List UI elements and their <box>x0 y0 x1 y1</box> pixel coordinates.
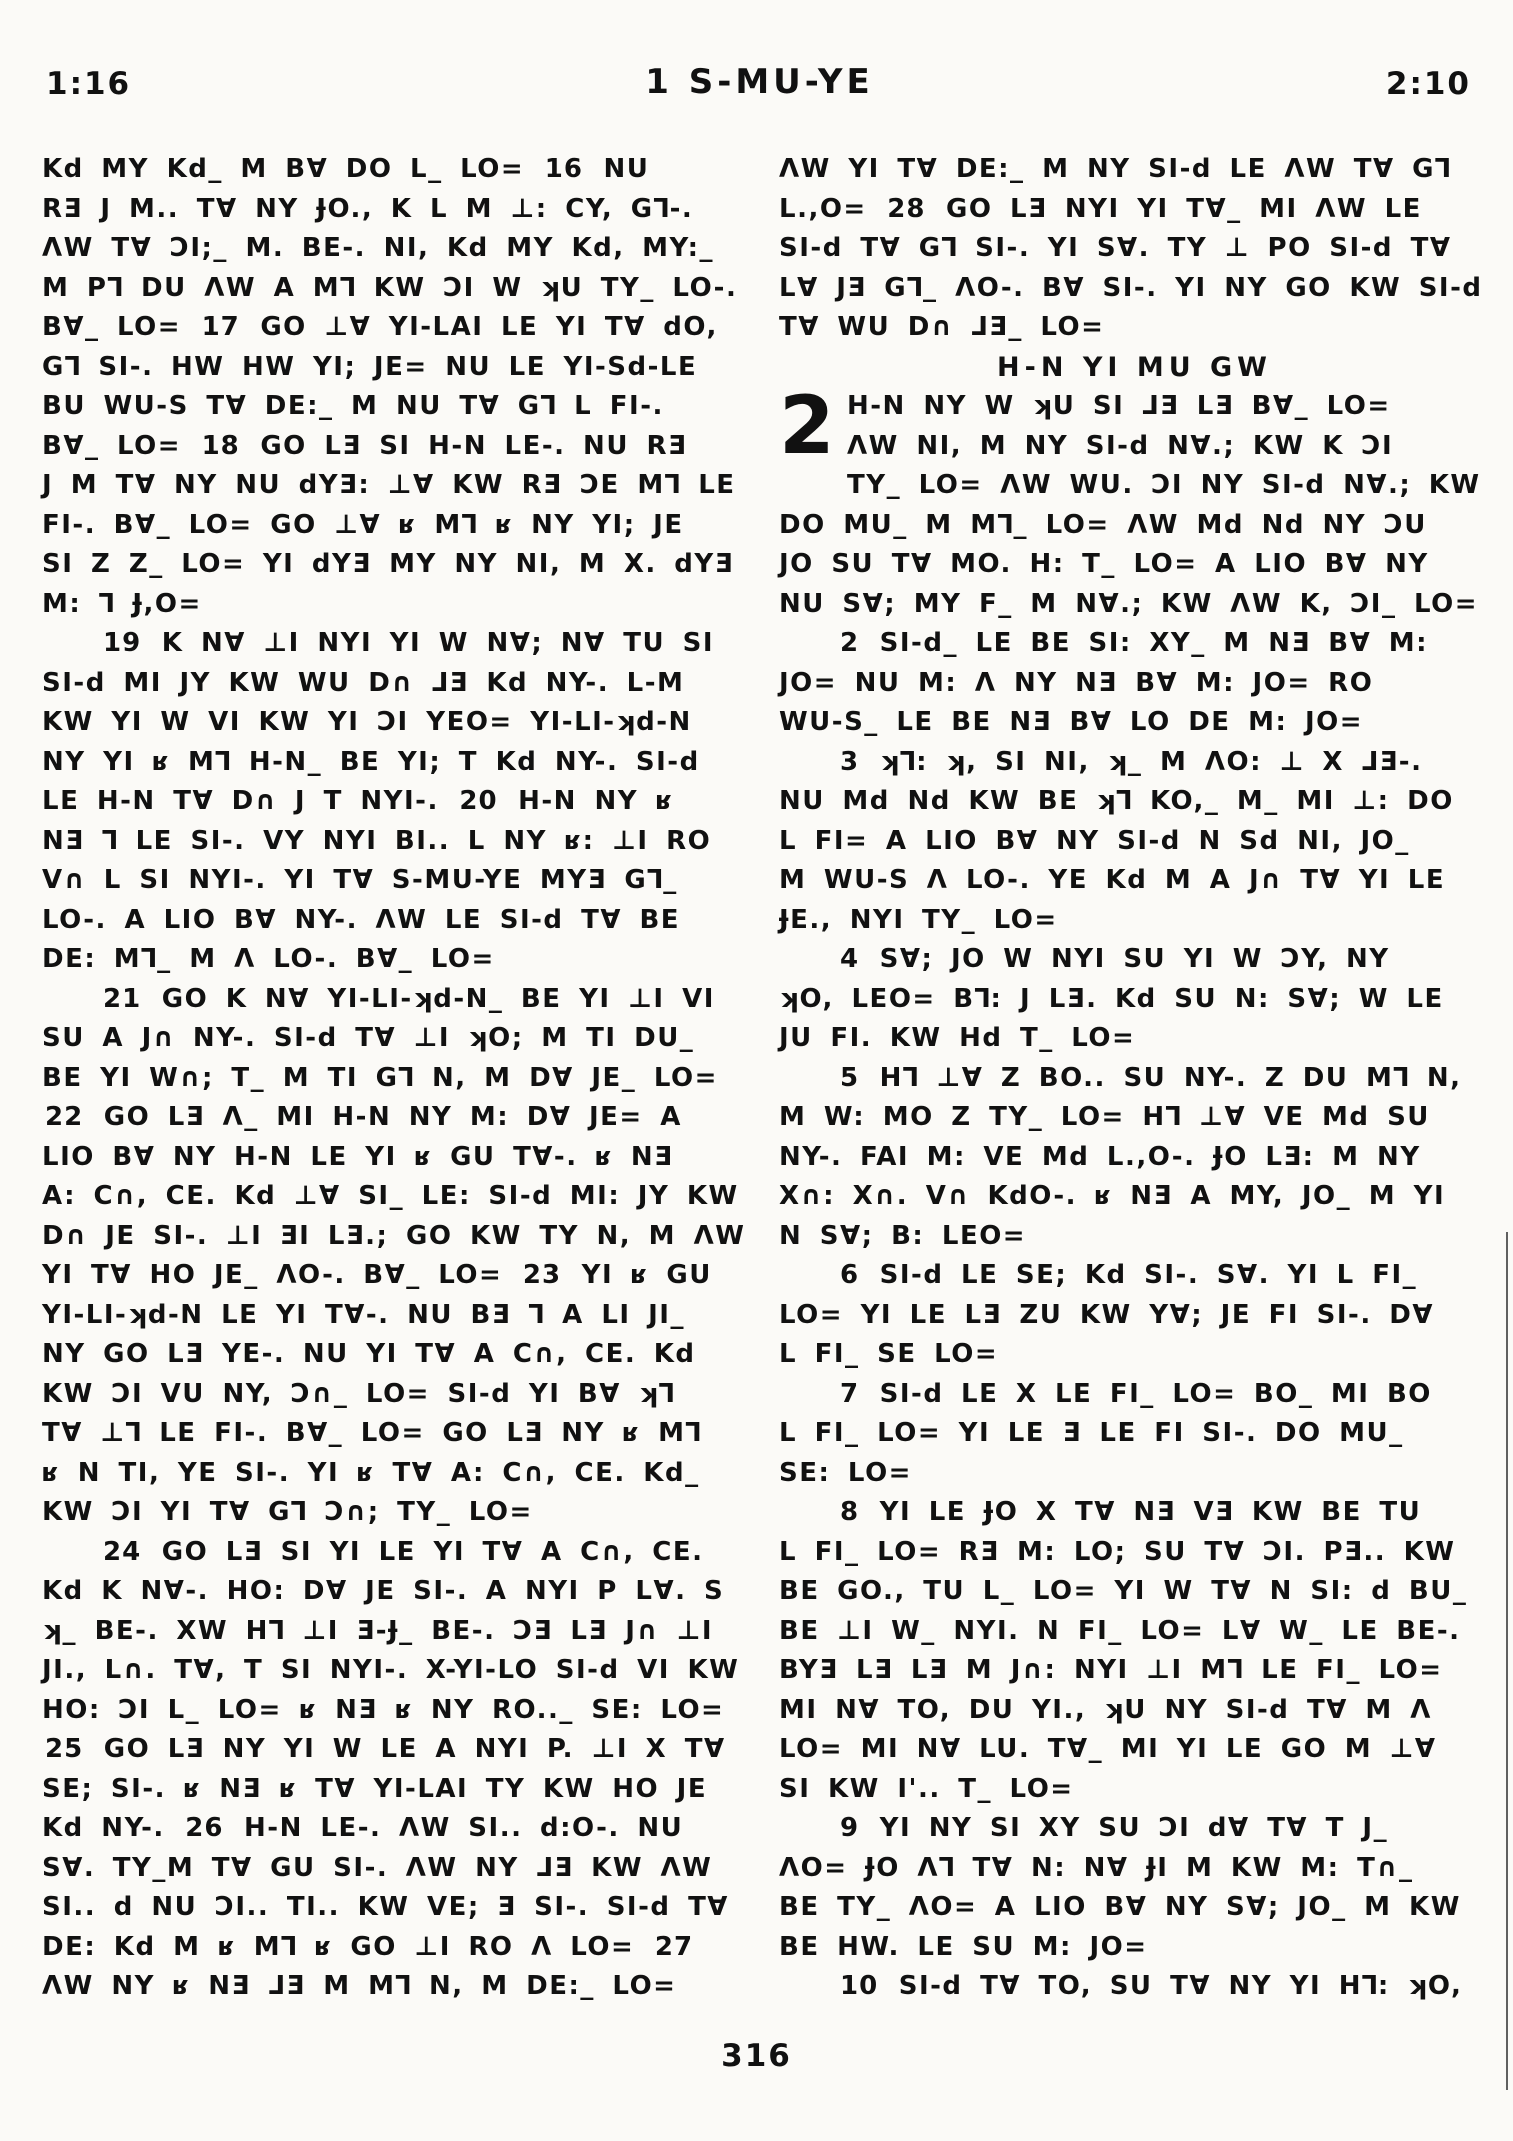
text-line: BYƎ LƎ LƎ M J∩: NYI ⊥I M⅂ LE FI_ LO= <box>779 1655 1443 1685</box>
text-line: M P⅂ DU ΛW A M⅂ KW ƆI W ʞU TY_ LO-. <box>42 272 738 303</box>
verse-number: 16 <box>544 154 583 184</box>
text-line: BE ⊥I W_ NYI. N FI_ LO= L∀ W_ LE BE-. <box>779 1615 1461 1646</box>
text-line: NU Md Nd KW BE ʞ⅂ KO,_ M_ MI ⊥: DO <box>779 786 1454 816</box>
text-line: L FI_ LO= YI LE Ǝ LE FI SI-. DO MU_ <box>779 1418 1404 1448</box>
text-line: JU FI. KW Hd T_ LO= <box>779 1023 1136 1053</box>
text-line: G⅂ SI-. HW HW YI; JE= NU LE YI-Sd-LE <box>42 351 698 382</box>
text-line: ΛW YI T∀ DE:_ M NY SI-d LE ΛW T∀ G⅂ <box>779 154 1451 184</box>
text-line: M WU-S Λ LO-. YE Kd M A J∩ T∀ YI LE <box>779 865 1446 895</box>
section-heading: H-N YI MU GW <box>997 351 1272 383</box>
verse-number: 23 <box>522 1260 562 1290</box>
chapter-drop-cap: 2 <box>779 379 835 472</box>
text-line: NY GO LƎ YE-. NU YI T∀ A C∩, CE. Kd <box>42 1339 696 1369</box>
text-line: B∀_ LO= 17 GO ⊥∀ YI-LAI LE YI T∀ dO, <box>42 312 718 342</box>
text-line: NU S∀; MY F_ M N∀.; KW ΛW K, ƆI_ LO= <box>779 588 1479 619</box>
text-line: ʞO, LEO= B⅂: J LƎ. Kd SU N: S∀; W LE <box>779 983 1444 1014</box>
verse-number: 3 <box>840 746 860 777</box>
text-line: BE GO., TU L_ LO= YI W T∀ N SI: d BU_ <box>779 1576 1468 1606</box>
text-line: NƎ ⅂ LE SI-. VY NYI BI.. L NY ʁ: ⊥I RO <box>42 825 712 856</box>
running-header <box>46 62 1473 108</box>
text-line: DO MU_ M M⅂_ LO= ΛW Md Nd NY ƆU <box>779 509 1427 540</box>
text-line: ΛO= ɈO Λ⅂ T∀ N: N∀ ɈI M KW M: T∩_ <box>779 1852 1414 1883</box>
text-line: LIO B∀ NY H-N LE YI ʁ GU T∀-. ʁ NƎ <box>42 1141 674 1172</box>
text-line: B∀_ LO= 18 GO LƎ SI H-N LE-. NU RƎ <box>42 430 688 461</box>
text-line: Kd MY Kd_ M B∀ DO L_ LO= 16 NU <box>42 154 650 184</box>
text-line: 2 SI-d_ LE BE SI: XY_ M NƎ B∀ M: <box>779 624 1490 664</box>
text-line: H-N NY W ʞU SI ⅃Ǝ LƎ B∀_ LO= <box>847 391 1391 421</box>
text-line: TY_ LO= ΛW WU. ƆI NY SI-d N∀.; KW <box>847 470 1481 500</box>
text-line: ΛW NY ʁ NƎ ⅃Ǝ M M⅂ N, M DE:_ LO= <box>42 1971 677 2001</box>
text-line: M W: MO Z TY_ LO= H⅂ ⊥∀ VE Md SU <box>779 1102 1430 1132</box>
left-column <box>42 150 753 2007</box>
page-number: 316 <box>721 2038 792 2074</box>
text-line: 6 SI-d LE SE; Kd SI-. S∀. YI L FI_ <box>779 1256 1490 1296</box>
text-line: SI-d T∀ G⅂ SI-. YI S∀. TY ⊥ PO SI-d T∀ <box>779 233 1452 263</box>
text-line: S∀. TY_M T∀ GU SI-. ΛW NY ⅃Ǝ KW ΛW <box>42 1852 713 1883</box>
verse-number: 20 <box>459 786 498 816</box>
text-line: JI., L∩. T∀, T SI NYI-. X-YI-LO SI-d VI KW <box>42 1655 740 1685</box>
text-line: X∩: X∩. V∩ KdO-. ʁ NƎ A MY, JO_ M YI <box>779 1181 1446 1211</box>
text-line: KW ƆI YI T∀ G⅂ Ɔ∩; TY_ LO= <box>42 1497 533 1527</box>
text-line: ΛW NI, M NY SI-d N∀.; KW K ƆI <box>847 430 1394 461</box>
text-line: 24 GO LƎ SI YI LE YI T∀ A C∩, CE. <box>42 1533 753 1573</box>
verse-number: 21 <box>103 983 142 1014</box>
text-line: T∀ WU D∩ ⅃Ǝ_ LO= <box>779 312 1105 342</box>
text-line: 4 S∀; JO W NYI SU YI W ƆY, NY <box>779 940 1490 980</box>
verse-number: 27 <box>654 1931 694 1962</box>
text-line: V∩ L SI NYI-. YI T∀ S-MU-YE MYƎ G⅂_ <box>42 865 678 895</box>
text-line: SE: LO= <box>779 1457 912 1488</box>
verse-number: 9 <box>840 1813 860 1843</box>
text-line: SI.. d NU ƆI.. TI.. KW VE; Ǝ SI-. SI-d T∀ <box>42 1892 729 1922</box>
verse-number: 4 <box>840 944 860 974</box>
verse-number: 10 <box>840 1971 879 2001</box>
text-line: LO= YI LE LƎ ZU KW Y∀; JE FI SI-. D∀ <box>779 1299 1434 1330</box>
verse-number: 24 <box>103 1536 142 1567</box>
text-line: FI-. B∀_ LO= GO ⊥∀ ʁ M⅂ ʁ NY YI; JE <box>42 509 684 540</box>
text-columns <box>42 150 1491 2007</box>
text-line: YI-LI-ʞd-N LE YI T∀-. NU BƎ ⅂ A LI JI_ <box>42 1299 685 1330</box>
text-line: 22 GO LƎ Λ_ MI H-N NY M: D∀ JE= A <box>42 1098 753 1138</box>
page-title: 1 S-MU-YE <box>645 62 874 102</box>
text-line: Kd NY-. 26 H-N LE-. ΛW SI.. d:O-. NU <box>42 1813 684 1843</box>
verse-number: 22 <box>45 1102 84 1132</box>
scan-edge-artifact <box>1506 1232 1508 2090</box>
text-line: L FI_ LO= RƎ M: LO; SU T∀ ƆI. PƎ.. KW <box>779 1536 1456 1567</box>
text-line: DE: M⅂_ M Λ LO-. B∀_ LO= <box>42 944 495 974</box>
text-line: J M T∀ NY NU dYƎ: ⊥∀ KW RƎ ƆE M⅂ LE <box>42 470 736 500</box>
text-line: M: ⅂ Ɉ,O= <box>42 588 202 619</box>
text-line: HO: ƆI L_ LO= ʁ NƎ ʁ NY RO.._ SE: LO= <box>42 1694 725 1725</box>
text-line: Kd K N∀-. HO: D∀ JE SI-. A NYI P L∀. S <box>42 1576 725 1606</box>
text-line: ɈE., NYI TY_ LO= <box>779 904 1058 935</box>
header-verse-ref-left: 1:16 <box>46 66 132 102</box>
verse-number: 25 <box>45 1734 84 1764</box>
text-line: 3 ʞ⅂: ʞ, SI NI, ʞ_ M ΛO: ⊥ X ⅃Ǝ-. <box>779 743 1490 783</box>
text-line: LO-. A LIO B∀ NY-. ΛW LE SI-d T∀ BE <box>42 904 681 935</box>
verse-number: 18 <box>201 430 240 461</box>
text-line: L FI= A LIO B∀ NY SI-d N Sd NI, JO_ <box>779 825 1410 856</box>
text-line: L∀ JƎ G⅂_ ΛO-. B∀ SI-. YI NY GO KW SI-d <box>779 272 1483 303</box>
text-line: BE TY_ ΛO= A LIO B∀ NY S∀; JO_ M KW <box>779 1892 1461 1922</box>
text-line: SE; SI-. ʁ NƎ ʁ T∀ YI-LAI TY KW HO JE <box>42 1773 708 1804</box>
text-line: D∩ JE SI-. ⊥I ƎI LƎ.; GO KW TY N, M ΛW <box>42 1220 746 1251</box>
text-line: L FI_ SE LO= <box>779 1339 999 1369</box>
text-line: BU WU-S T∀ DE:_ M NU T∀ G⅂ L FI-. <box>42 391 664 421</box>
text-line: 25 GO LƎ NY YI W LE A NYI P. ⊥I X T∀ <box>42 1730 753 1770</box>
text-line: SI-d MI JY KW WU D∩ ⅃Ǝ Kd NY-. L-M <box>42 667 685 698</box>
text-line: SI Z Z_ LO= YI dYƎ MY NY NI, M X. dYƎ <box>42 549 734 579</box>
text-line: NY YI ʁ M⅂ H-N_ BE YI; T Kd NY-. SI-d <box>42 746 700 777</box>
text-line: MI N∀ TO, DU YI., ʞU NY SI-d T∀ M Λ <box>779 1694 1432 1725</box>
text-line: ΛW T∀ ƆI;_ M. BE-. NI, Kd MY Kd, MY:_ <box>42 233 715 263</box>
verse-number: 2 <box>840 628 860 658</box>
text-line: LE H-N T∀ D∩ J T NYI-. 20 H-N NY ʁ <box>42 786 674 816</box>
text-line: ʞ_ BE-. XW H⅂ ⊥I Ǝ-Ɉ_ BE-. ƆƎ LƎ J∩ ⊥I <box>42 1615 714 1646</box>
text-line: L.,O= 28 GO LƎ NYI YI T∀_ MI ΛW LE <box>779 193 1422 224</box>
right-column-top-block <box>779 150 1490 348</box>
right-column <box>779 150 1490 2007</box>
text-line: BE YI W∩; T_ M TI G⅂ N, M D∀ JE_ LO= <box>42 1062 718 1093</box>
text-line: A: C∩, CE. Kd ⊥∀ SI_ LE: SI-d MI: JY KW <box>42 1181 739 1211</box>
text-line: 10 SI-d T∀ TO, SU T∀ NY YI H⅂: ʞO, <box>779 1967 1490 2007</box>
text-line: JO SU T∀ MO. H: T_ LO= A LIO B∀ NY <box>779 549 1429 579</box>
text-line: T∀ ⊥⅂ LE FI-. B∀_ LO= GO LƎ NY ʁ M⅂ <box>42 1418 702 1448</box>
text-line: 9 YI NY SI XY SU ƆI d∀ T∀ T J_ <box>779 1809 1490 1849</box>
text-line: RƎ J M.. T∀ NY ɈO., K L M ⊥: CY, G⅂-. <box>42 193 694 224</box>
text-line: KW YI W VI KW YI ƆI YEO= YI-LI-ʞd-N <box>42 707 692 737</box>
verse-number: 28 <box>887 193 926 224</box>
text-line: 8 YI LE ɈO X T∀ NƎ VƎ KW BE TU <box>779 1493 1490 1533</box>
verse-number: 26 <box>185 1813 224 1843</box>
text-line: SI KW I'.. T_ LO= <box>779 1773 1074 1804</box>
text-line: BE HW. LE SU M: JO= <box>779 1931 1148 1962</box>
verse-number: 7 <box>840 1378 860 1409</box>
text-line: 5 H⅂ ⊥∀ Z BO.. SU NY-. Z DU M⅂ N, <box>779 1059 1490 1099</box>
chapter-2-block <box>779 379 1490 2007</box>
text-line: WU-S_ LE BE NƎ B∀ LO DE M: JO= <box>779 707 1364 737</box>
verse-number: 6 <box>840 1260 860 1290</box>
text-line: LO= MI N∀ LU. T∀_ MI YI LE GO M ⊥∀ <box>779 1734 1437 1764</box>
verse-number: 8 <box>840 1497 860 1527</box>
text-line: 19 K N∀ ⊥I NYI YI W N∀; N∀ TU SI <box>42 624 753 664</box>
text-line: YI T∀ HO JE_ ΛO-. B∀_ LO= 23 YI ʁ GU <box>42 1260 712 1290</box>
text-line: N S∀; B: LEO= <box>779 1220 1027 1251</box>
text-line: ʁ N TI, YE SI-. YI ʁ T∀ A: C∩, CE. Kd_ <box>42 1457 700 1488</box>
verse-number: 17 <box>201 312 240 342</box>
verse-number: 5 <box>840 1062 860 1093</box>
text-line: 21 GO K N∀ YI-LI-ʞd-N_ BE YI ⊥I VI <box>42 980 753 1020</box>
page-footer <box>0 2038 1513 2074</box>
text-line: DE: Kd M ʁ M⅂ ʁ GO ⊥I RO Λ LO= 27 <box>42 1928 753 1968</box>
header-verse-ref-right: 2:10 <box>1385 66 1471 102</box>
text-line: JO= NU M: Λ NY NƎ B∀ M: JO= RO <box>779 667 1374 698</box>
text-line: NY-. FAI M: VE Md L.,O-. ɈO LƎ: M NY <box>779 1141 1421 1172</box>
text-line: 7 SI-d LE X LE FI_ LO= BO_ MI BO <box>779 1375 1490 1415</box>
text-line: KW ƆI VU NY, Ɔ∩_ LO= SI-d YI B∀ ʞ⅂ <box>42 1378 675 1409</box>
verse-number: 19 <box>103 628 142 658</box>
text-line: SU A J∩ NY-. SI-d T∀ ⊥I ʞO; M TI DU_ <box>42 1023 695 1053</box>
